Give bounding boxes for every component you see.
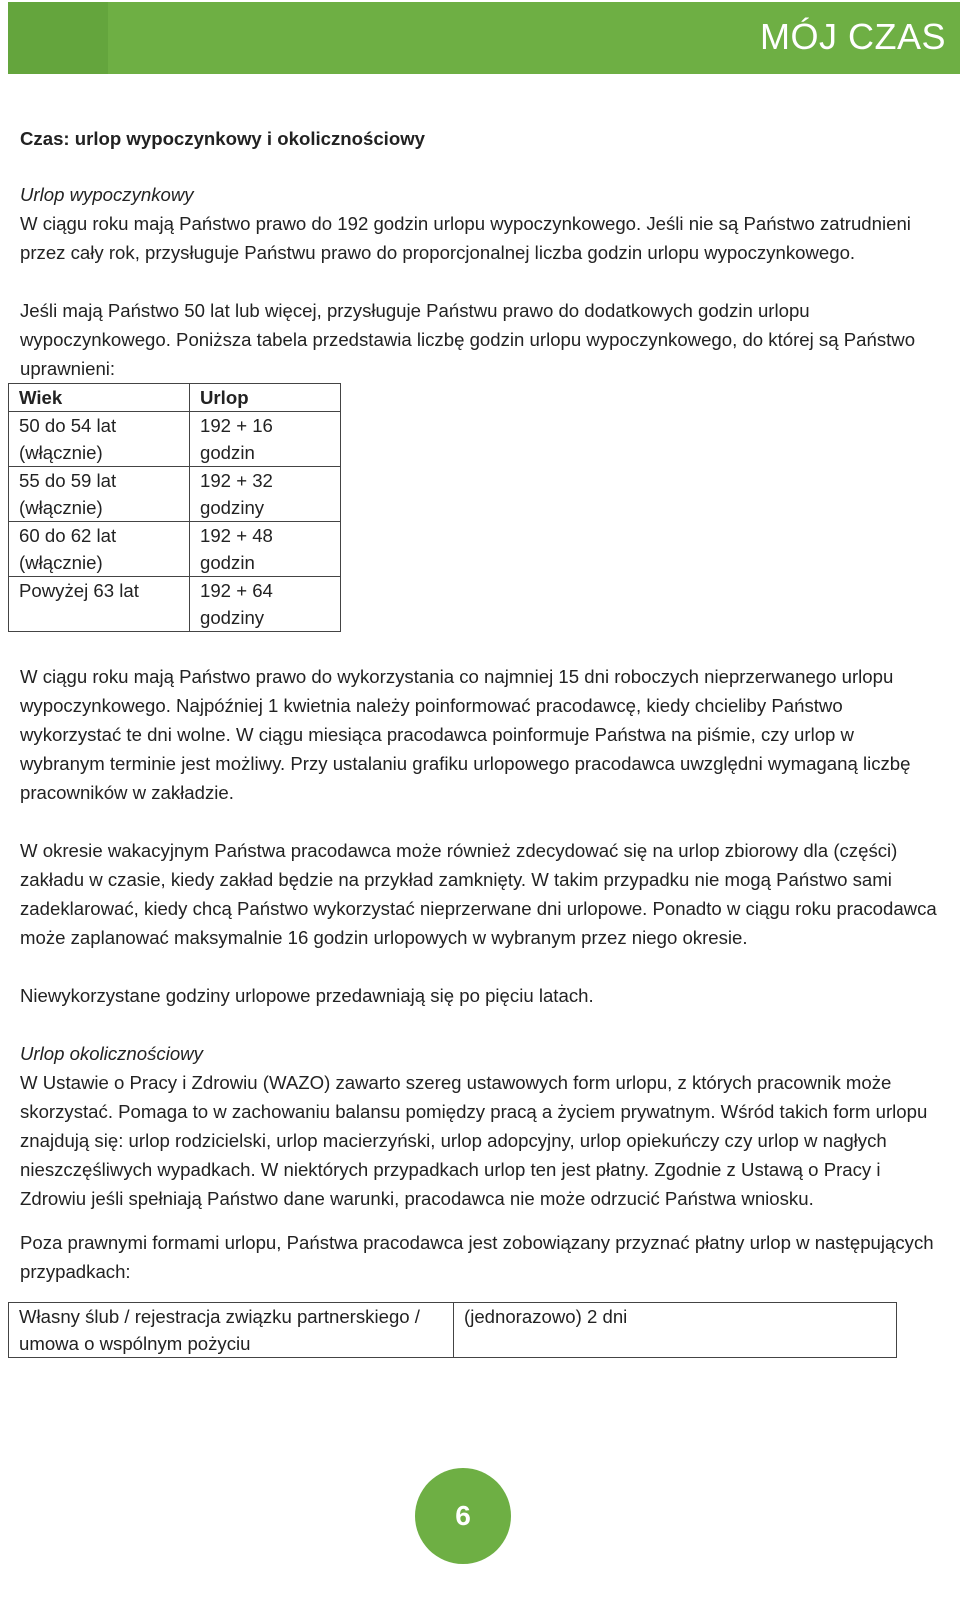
table-cell: 192 + 48 godzin	[190, 522, 341, 577]
table-header-cell: Urlop	[190, 384, 341, 412]
section-subtitle-vacation: Urlop wypoczynkowy	[20, 184, 194, 205]
paragraph: Niewykorzystane godziny urlopowe przedawniają się po pięciu latach.	[20, 985, 594, 1006]
age-leave-table	[8, 383, 341, 632]
table-row	[9, 412, 341, 467]
table-cell: Powyżej 63 lat	[9, 577, 190, 632]
paragraph: W okresie wakacyjnym Państwa pracodawca może również zdecydować się na urlop zbiorowy dla (części) zakładu w czasie, kiedy zakład będzie na przykład zamknięty. W takim przypadku nie mogą Państwo sami zadeklarować, kiedy chcą Państwo wykorzystać nieprzerwane dni urlopowe. Ponadto w ciągu roku pracodawca może zaplanować maksymalnie 16 godzin urlopowych w wybranym przez niego okresie.	[20, 840, 937, 948]
table-row	[9, 1303, 897, 1358]
paragraph: Poza prawnymi formami urlopu, Państwa pracodawca jest zobowiązany przyznać płatny urlop w następujących przypadkach:	[20, 1232, 934, 1282]
document-body	[20, 124, 940, 1358]
paragraph: Jeśli mają Państwo 50 lat lub więcej, przysługuje Państwu prawo do dodatkowych godzin urlopu wypoczynkowego. Poniższa tabela przedstawia liczbę godzin urlopu wypoczynkowego, do której są Państwo uprawnieni:	[20, 300, 916, 379]
table-cell: 192 + 16 godzin	[190, 412, 341, 467]
table-row	[9, 577, 341, 632]
table-cell: 55 do 59 lat (włącznie)	[9, 467, 190, 522]
table-cell: 60 do 62 lat (włącznie)	[9, 522, 190, 577]
paragraph: W ciągu roku mają Państwo prawo do wykorzystania co najmniej 15 dni roboczych nieprzerwanego urlopu wypoczynkowego. Najpóźniej 1 kwietnia należy poinformować pracodawcę, kiedy chcieliby Państwo wykorzystać te dni wolne. W ciągu miesiąca pracodawca poinformuje Państwa na piśmie, czy urlop w wybranym terminie jest możliwy. Przy ustalaniu grafiku urlopowego pracodawca uwzględni wymaganą liczbę pracowników w zakładzie.	[20, 666, 911, 803]
header-accent	[8, 2, 108, 74]
table-cell: 50 do 54 lat (włącznie)	[9, 412, 190, 467]
table-cell: Własny ślub / rejestracja związku partnerskiego / umowa o wspólnym pożyciu	[9, 1303, 454, 1358]
table-cell: (jednorazowo) 2 dni	[454, 1303, 897, 1358]
header-bar	[8, 2, 960, 74]
table-cell: 192 + 32 godziny	[190, 467, 341, 522]
table-row	[9, 467, 341, 522]
paid-leave-table	[8, 1302, 897, 1358]
paragraph: W ciągu roku mają Państwo prawo do 192 godzin urlopu wypoczynkowego. Jeśli nie są Państwo zatrudnieni przez cały rok, przysługuje Państwu prawo do proporcjonalnej liczba godzin urlopu wypoczynkowego.	[20, 213, 911, 263]
page-number-badge: 6	[415, 1468, 511, 1564]
table-header-row	[9, 384, 341, 412]
header-title: MÓJ CZAS	[759, 16, 946, 57]
table-header-cell: Wiek	[9, 384, 190, 412]
page-heading: Czas: urlop wypoczynkowy i okolicznościowy	[20, 128, 426, 149]
table-cell: 192 + 64 godziny	[190, 577, 341, 632]
paragraph: W Ustawie o Pracy i Zdrowiu (WAZO) zawarto szereg ustawowych form urlopu, z których pracownik może skorzystać. Pomaga to w zachowaniu balansu pomiędzy pracą a życiem prywatnym. Wśród takich form urlopu znajdują się: urlop rodzicielski, urlop macierzyński, urlop adopcyjny, urlop opiekuńczy czy urlop w nagłych nieszczęśliwych wypadkach. W niektórych przypadkach urlop ten jest płatny. Zgodnie z Ustawą o Pracy i Zdrowiu jeśli spełniają Państwo dane warunki, pracodawca nie może odrzucić Państwa wniosku.	[20, 1072, 928, 1209]
section-subtitle-special-leave: Urlop okolicznościowy	[20, 1043, 203, 1064]
table-row	[9, 522, 341, 577]
